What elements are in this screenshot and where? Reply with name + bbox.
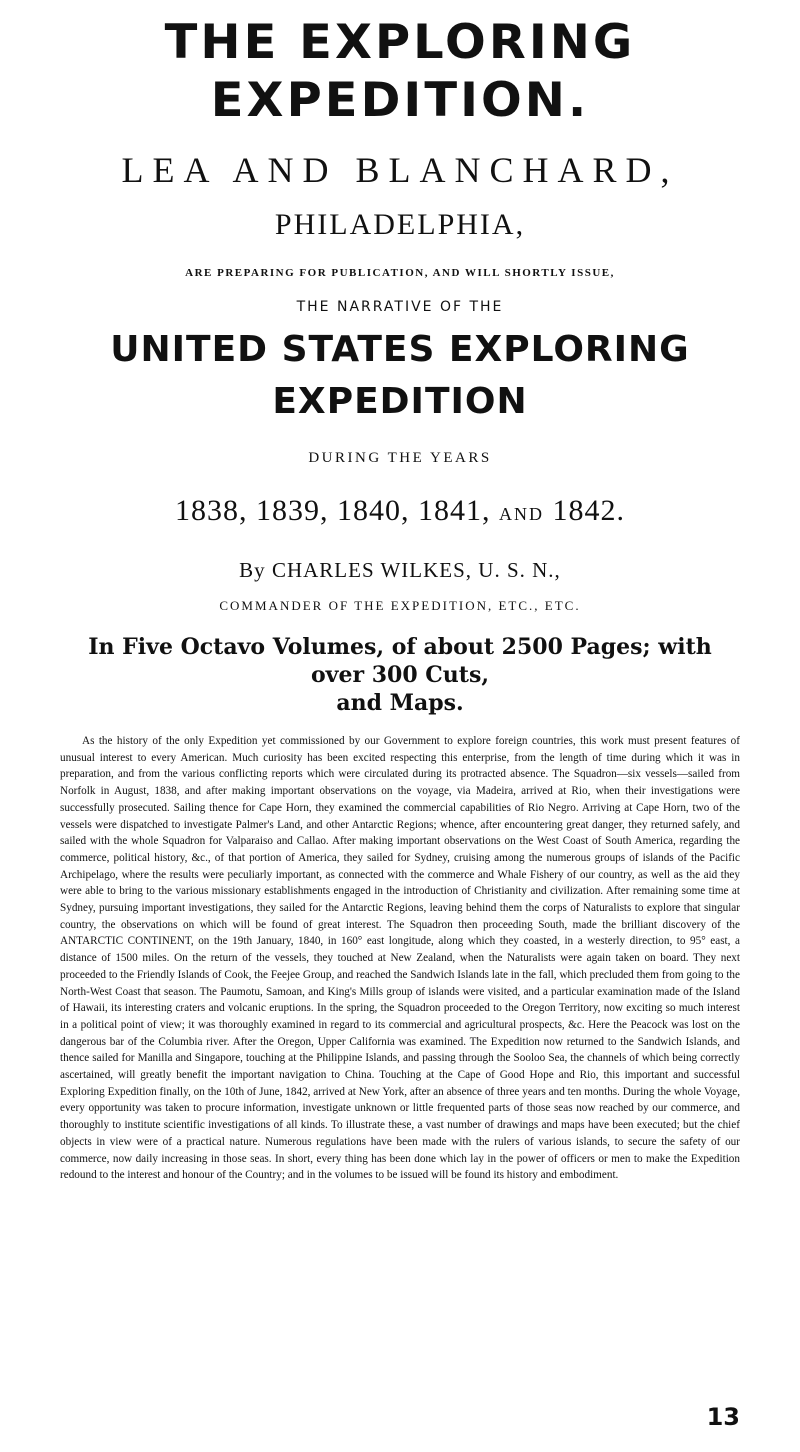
page-number: 13 bbox=[706, 1403, 740, 1431]
years-list: 1838, 1839, 1840, 1841, bbox=[175, 494, 491, 527]
publisher-city: PHILADELPHIA, bbox=[274, 208, 526, 241]
preparing-notice: ARE PREPARING FOR PUBLICATION, AND WILL SHORTLY ISSUE, bbox=[185, 267, 615, 279]
years-line bbox=[60, 492, 740, 533]
commander-line: COMMANDER OF THE EXPEDITION, ETC., ETC. bbox=[219, 598, 581, 613]
author-name: CHARLES WILKES, U. S. N., bbox=[271, 558, 561, 582]
volumes-line bbox=[60, 633, 740, 717]
body-paragraph: As the history of the only Expedition yet commissioned by our Government to explore foreign countries, this work must present features of unusual interest to every American. Much curiosity has been excited respecting this enterprise, from the length of time during which it was in preparation, and from the various conflicting reports which were circulated during its protracted absence. The Squadron—six vessels—sailed from Norfolk in August, 1838, and after making important observations on the voyage, via Madeira, arrived at Rio, when their investigations were successfully prosecuted. Sailing thence for Cape Horn, they examined the commercial capabilities of Rio Negro. Arriving at Cape Horn, two of the vessels were dispatched to investigate Palmer's Land, and other Antarctic Regions; whence, after encountering great danger, they returned safely, and sailed with the whole Squadron for Valparaiso and Callao. After making important observations on the West Coast of South America, regarding the commerce, political history, &c., of that portion of America, they sailed for Sydney, cruising among the numerous groups of islands of the Pacific Archipelago, where the results were peculiarly important, as connected with the commerce and Whale Fishery of our country, as well as the aid they were able to bring to the various missionary establishments engaged in the introduction of Christianity and civilization. After remaining some time at Sydney, pursuing important investigations, they sailed for the Antarctic Regions, leaving behind them the corps of Naturalists to explore that singular country, the observations on which will be found of great interest. The Squadron then proceeding South, made the brilliant discovery of the ANTARCTIC CONTINENT, on the 19th January, 1840, in 160° east longitude, along which they coasted, in a westerly direction, to 95° east, a distance of 1500 miles. On the return of the vessels, they touched at New Zealand, when the Naturalists were again taken on board. They next proceeded to the Friendly Islands of Cook, the Feejee Group, and reached the Sandwich Islands late in the fall, which precluded them from going to the North-West Coast that season. The Paumotu, Samoan, and King's Mills group of islands were visited, and a particular examination made of the Island of Hawaii, its interesting craters and volcanic eruptions. In the spring, the Squadron proceeded to the Oregon Territory, now exciting so much interest in a political point of view; it was thoroughly examined in regard to its commercial and agricultural prospects, &c. Here the Peacock was lost on the dangerous bar of the Columbia river. After the Oregon, Upper California was examined. The Expedition now returned to the Sandwich Islands, and thence sailed for Manilla and Singapore, touching at the Philippine Islands, and passing through the Sooloo Sea, the channels of which being correctly ascertained, will greatly benefit the important navigation to China. Touching at the Cape of Good Hope and Rio, this important and successful Exploring Expedition finally, on the 10th of June, 1842, arrived at New York, after an absence of three years and ten months. During the whole Voyage, every opportunity was taken to procure information, investigate unknown or little frequented parts of those seas now reached by our commerce, and thoroughly to institute scientific investigations of all kinds. To illustrate these, a vast number of drawings and maps have been executed; but the chief objects in view were of a practical nature. Numerous regulations have been made with the rulers of various islands, to secure the safety of our commerce, now daily increasing in those seas. In short, every thing has been done which lay in the power of officers or men to make the Expedition redound to the interest and honour of the Country; and in the volumes to be issued will be found its history and embodiment. bbox=[60, 735, 740, 1182]
years-and: AND bbox=[499, 504, 544, 524]
volumes-line-1: In Five Octavo Volumes, of about 2500 Pages; with over 300 Cuts, bbox=[88, 634, 712, 688]
book-title: UNITED STATES EXPLORING EXPEDITION bbox=[110, 329, 690, 422]
volumes-line-2: and Maps. bbox=[336, 690, 464, 716]
years-last: 1842. bbox=[552, 494, 625, 527]
narrative-line: THE NARRATIVE OF THE bbox=[296, 299, 504, 315]
during-line: DURING THE YEARS bbox=[308, 450, 492, 466]
author-by: By bbox=[239, 558, 266, 582]
headline: THE EXPLORING EXPEDITION. bbox=[164, 15, 636, 128]
publisher-name: LEA AND BLANCHARD, bbox=[121, 150, 679, 190]
author-line bbox=[60, 557, 740, 583]
